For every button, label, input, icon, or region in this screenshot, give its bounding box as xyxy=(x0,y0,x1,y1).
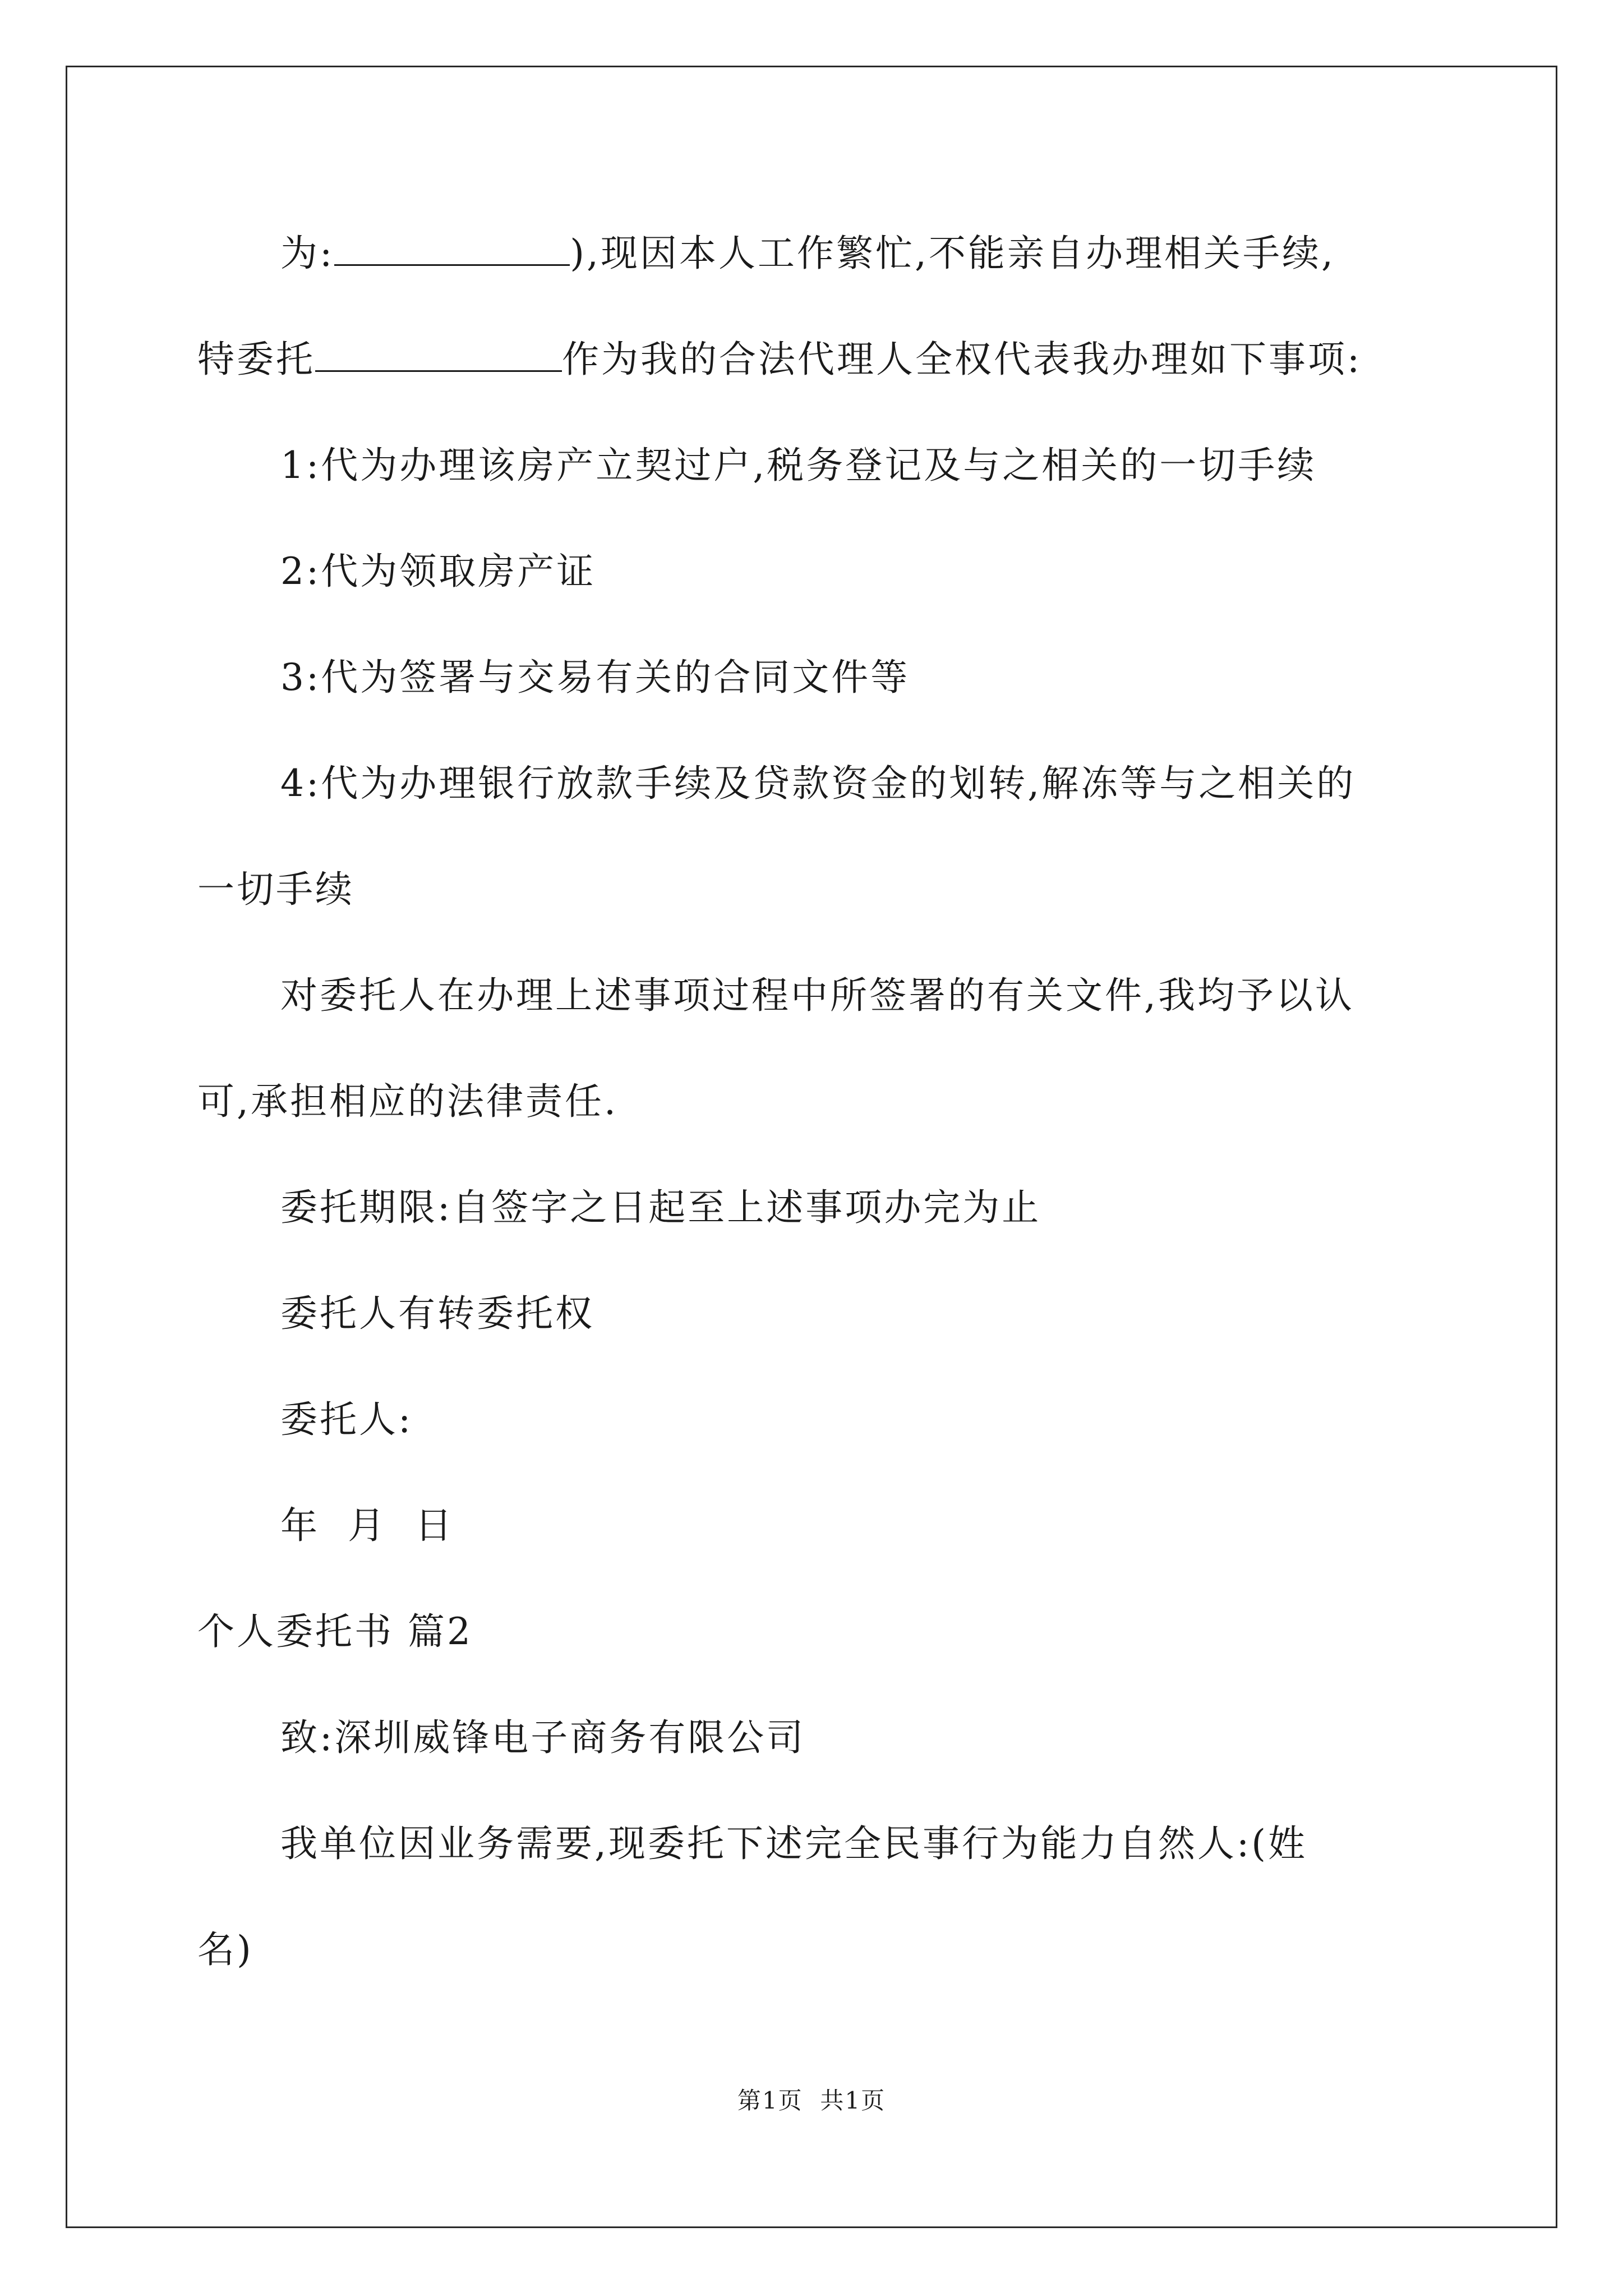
text-span: 作为我的合法代理人全权代表我办理如下事项: xyxy=(562,338,1362,381)
text-line-9: 可,承担相应的法律责任. xyxy=(197,1080,618,1123)
fill-blank xyxy=(315,338,562,372)
text-line-8: 对委托人在办理上述事项过程中所签署的有关文件,我均予以认 xyxy=(280,974,1354,1017)
text-line-16: 我单位因业务需要,现委托下述完全民事行为能力自然人:(姓 xyxy=(280,1822,1307,1865)
page-border xyxy=(66,66,1557,2228)
section-heading: 个人委托书 篇2 xyxy=(197,1610,473,1653)
text-line-2 xyxy=(197,337,1362,382)
page-footer: 第1页 共1页 xyxy=(737,2087,886,2114)
text-line-11: 委托人有转委托权 xyxy=(280,1292,594,1335)
text-line-1 xyxy=(280,231,1335,276)
text-span: ),现因本人工作繁忙,不能亲自办理相关手续, xyxy=(570,232,1335,275)
text-span: 为: xyxy=(280,232,335,275)
text-line-4: 2:代为领取房产证 xyxy=(280,550,596,593)
text-line-10: 委托期限:自签字之日起至上述事项办完为止 xyxy=(280,1186,1041,1229)
text-line-15: 致:深圳威锋电子商务有限公司 xyxy=(280,1716,806,1759)
text-line-17: 名) xyxy=(197,1928,253,1971)
text-span: 特委托 xyxy=(197,338,315,381)
text-line-3: 1:代为办理该房产立契过户,税务登记及与之相关的一切手续 xyxy=(280,444,1317,487)
text-line-7: 一切手续 xyxy=(197,868,354,911)
date-line: 年 月 日 xyxy=(280,1504,454,1547)
text-line-6: 4:代为办理银行放款手续及贷款资金的划转,解冻等与之相关的 xyxy=(280,762,1356,805)
fill-blank xyxy=(334,232,570,266)
text-line-12: 委托人: xyxy=(280,1398,413,1441)
text-line-5: 3:代为签署与交易有关的合同文件等 xyxy=(280,656,910,699)
